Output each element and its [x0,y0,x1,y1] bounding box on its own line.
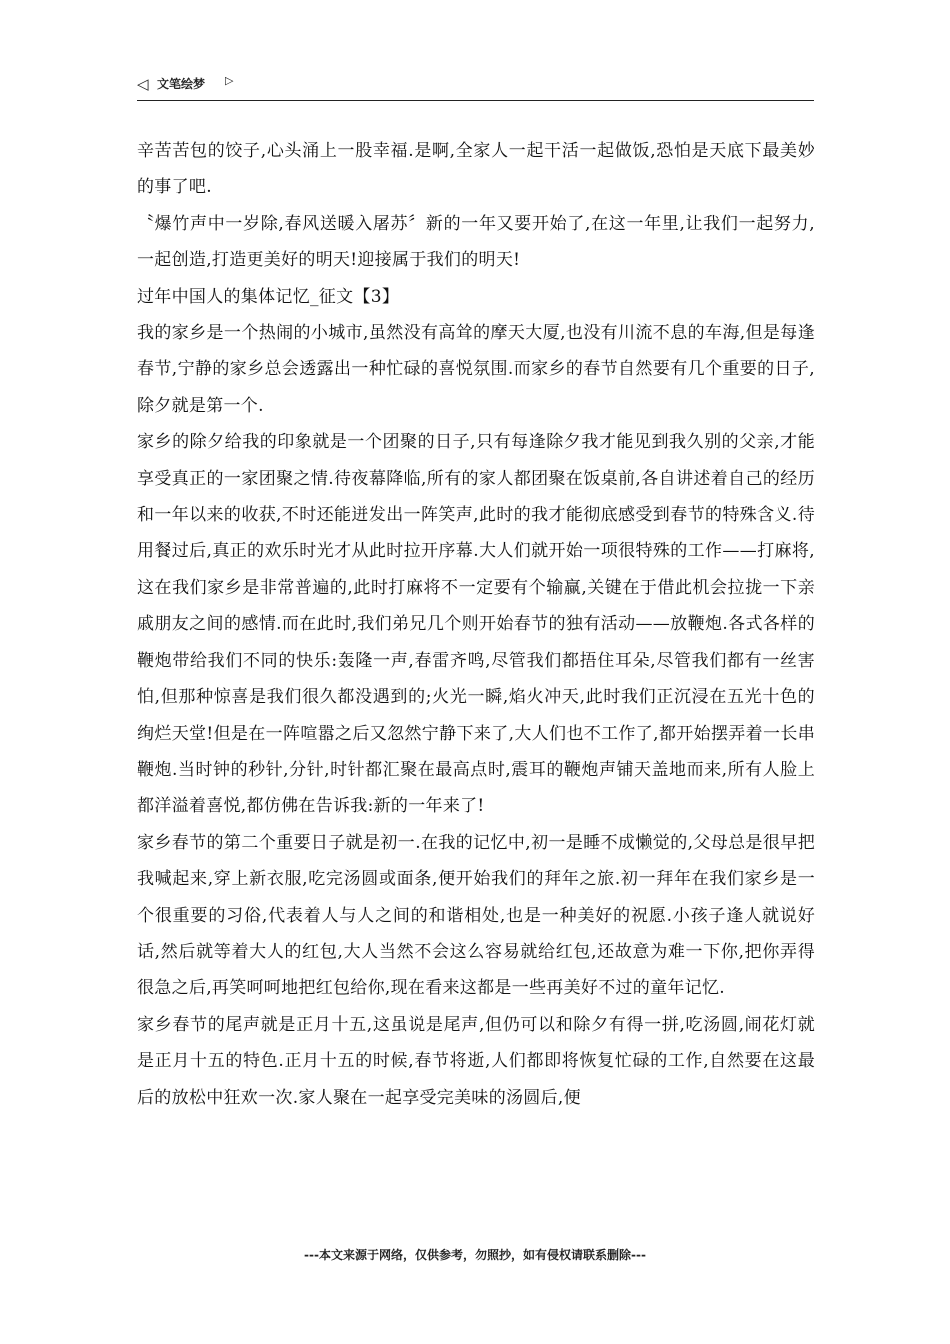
section-title: 过年中国人的集体记忆_征文【3】 [137,286,400,307]
header-title: 文笔绘梦 [157,77,206,91]
paragraph-1: 辛苦苦包的饺子,心头涌上一股幸福.是啊,全家人一起干活一起做饭,恐怕是天底下最美妙的事了吧. [137,141,815,198]
paragraph-2: 〝爆竹声中一岁除,春风送暖入屠苏〞新的一年又要开始了,在这一年里,让我们一起努力,一起创造,打造更美好的明天!迎接属于我们的明天! [137,213,815,271]
paragraph-6: 家乡春节的尾声就是正月十五,这虽说是尾声,但仍可以和除夕有得一拼,吃汤圆,闹花灯就是正月十五的特色.正月十五的时候,春节将逝,人们都即将恢复忙碌的工作,自然要在这最后的放松中狂欢一次.家人聚在一起享受完美味的汤圆后,便 [137,1014,815,1108]
paragraph-5: 家乡春节的第二个重要日子就是初一.在我的记忆中,初一是睡不成懒觉的,父母总是很早把我喊起来,穿上新衣服,吃完汤圆或面条,便开始我们的拜年之旅.初一拜年在我们家乡是一个很重要的习俗,代表着人与人之间的和谐相处,也是一种美好的祝愿.小孩子逢人就说好话,然后就等着大人的红包,大人当然不会这么容易就给红包,还故意为难一下你,把你弄得很急之后,再笑呵呵地把红包给你,现在看来这都是一些再美好不过的童年记忆. [137,832,815,999]
paragraph-3: 我的家乡是一个热闹的小城市,虽然没有高耸的摩天大厦,也没有川流不息的车海,但是每逢春节,宁静的家乡总会透露出一种忙碌的喜悦氛围.而家乡的春节自然要有几个重要的日子,除夕就是第一个. [137,323,815,416]
page-footer: ---本文来源于网络，仅供参考，勿照抄，如有侵权请联系删除--- [304,1248,646,1262]
triangle-left-icon: ◁ [137,75,149,93]
page-header [137,72,814,101]
paragraph-4: 家乡的除夕给我的印象就是一个团聚的日子,只有每逢除夕我才能见到我久别的父亲,才能享受真正的一家团聚之情.待夜幕降临,所有的家人都团聚在饭桌前,各自讲述着自己的经历和一年以来的收获,不时还能迸发出一阵笑声,此时的我才能彻底感受到春节的特殊含义.待用餐过后,真正的欢乐时光才从此时拉开序幕.大人们就开始一项很特殊的工作——打麻将,这在我们家乡是非常普遍的,此时打麻将不一定要有个输赢,关键在于借此机会拉拢一下亲戚朋友之间的感情.而在此时,我们弟兄几个则开始春节的独有活动——放鞭炮.各式各样的鞭炮带给我们不同的快乐:轰隆一声,春雷齐鸣,尽管我们都捂住耳朵,尽管我们都有一丝害怕,但那种惊喜是我们很久都没遇到的;火光一瞬,焰火冲天,此时我们正沉浸在五光十色的绚烂天堂!但是在一阵喧嚣之后又忽然宁静下来了,大人们也不工作了,都开始摆弄着一长串鞭炮.当时钟的秒针,分针,时针都汇聚在最高点时,震耳的鞭炮声铺天盖地而来,所有人脸上都洋溢着喜悦,都仿佛在告诉我:新的一年来了! [137,432,815,817]
document-body [137,133,815,1116]
triangle-right-icon: ▷ [225,74,234,87]
